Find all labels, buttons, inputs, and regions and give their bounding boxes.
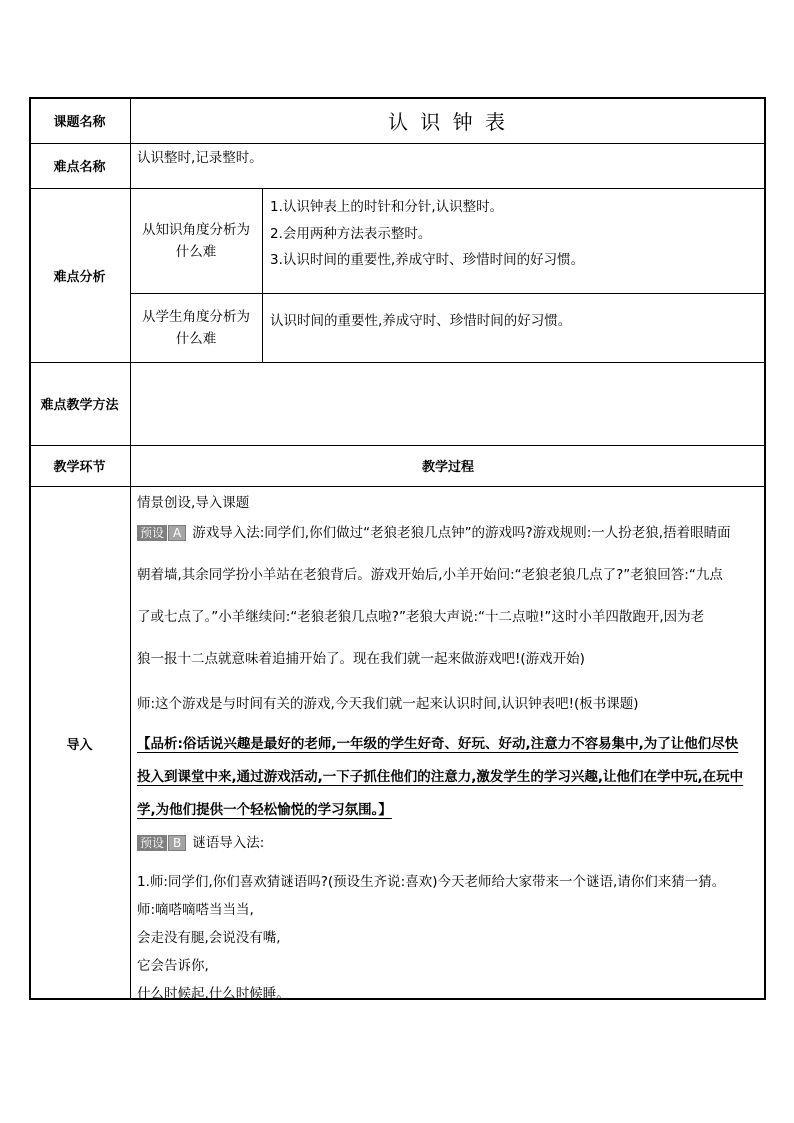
teacher-line: 师:这个游戏是与时间有关的游戏,今天我们就一起来认识时间,认识钟表吧!(板书课题) [137,696,639,712]
preset-tag: 预设 [137,525,167,541]
riddle-intro: 1.师:同学们,你们喜欢猜谜语吗?(预设生齐说:喜欢)今天老师给大家带来一个谜语,请你们来猜一猜。 [137,874,726,890]
list-item: 3.认识时间的重要性,养成守时、珍惜时间的好习惯。 [270,252,585,268]
student-angle-label-line: 什么难 [175,330,217,347]
knowledge-angle-label [130,188,262,293]
paragraph-line: 狼一报十二点就意味着追捕开始了。现在我们就一起来做游戏吧!(游戏开始) [137,651,585,667]
row-divider [29,143,766,144]
preset-letter: A [168,525,186,541]
analysis-paragraph [137,728,743,827]
paragraph-line: 投入到课堂中来,通过游戏活动,一下子抓住他们的注意力,激发学生的学习兴趣,让他们在学中玩,在玩中 [137,769,744,785]
preset-letter: B [168,835,186,851]
label-teaching-process: 教学过程 [421,460,474,475]
paragraph-line: 了或七点了。”小羊继续问:“老狼老狼几点啦?”老狼大声说:“十二点啦!”这时小羊四散跑开,因为老 [137,609,705,625]
preset-b-line [137,833,264,853]
knowledge-angle-label-line: 从知识角度分析为 [142,221,250,238]
label-course-title: 课题名称 [53,114,106,130]
stage-intro-label: 导入 [66,737,93,753]
course-title: 认 识 钟 表 [387,109,509,134]
preset-tag: 预设 [137,835,167,851]
label-difficulty-name: 难点名称 [53,160,106,175]
student-angle-label [130,293,262,362]
student-angle-value: 认识时间的重要性,养成守时、珍惜时间的好习惯。 [270,313,572,329]
paragraph-text: 游戏导入法:同学们,你们做过“老狼老狼几点钟”的游戏吗?游戏规则:一人扮老狼,捂着眼睛面 [192,525,731,541]
paragraph-line: 【品析:俗话说兴趣是最好的老师,一年级的学生好奇、好玩、好动,注意力不容易集中,为了让他们尽快 [137,736,739,752]
label-difficulty-analysis: 难点分析 [53,269,106,285]
paragraph-line: 朝着墙,其余同学扮小羊站在老狼背后。游戏开始后,小羊开始问:“老狼老狼几点了?”老狼回答:“九点 [137,567,723,583]
riddle-line: 师:嘀嗒嘀嗒当当当, [137,902,254,918]
riddle-text [137,896,290,1008]
list-item: 1.认识钟表上的时针和分针,认识整时。 [270,199,504,215]
row-divider [29,362,766,363]
paragraph-line [137,512,731,554]
row-divider [29,486,766,487]
riddle-line: 它会告诉你, [137,958,209,974]
riddle-line: 会走没有腿,会说没有嘴, [137,930,281,946]
paragraph-line: 学,为他们提供一个轻松愉悦的学习氛围。】 [137,802,392,818]
preset-a-paragraph [137,512,731,680]
riddle-line: 什么时候起,什么时候睡。 [137,986,290,1002]
label-teaching-stage: 教学环节 [53,460,106,475]
intro-heading: 情景创设,导入课题 [137,495,250,511]
preset-b-text: 谜语导入法: [192,835,265,851]
difficulty-name-value: 认识整时,记录整时。 [137,150,263,166]
label-teaching-method: 难点教学方法 [40,398,119,413]
knowledge-angle-label-line: 什么难 [175,243,217,260]
student-angle-label-line: 从学生角度分析为 [142,308,250,325]
knowledge-angle-list [270,194,584,274]
sub-column-divider [262,188,263,362]
list-item: 2.会用两种方法表示整时。 [270,225,432,242]
